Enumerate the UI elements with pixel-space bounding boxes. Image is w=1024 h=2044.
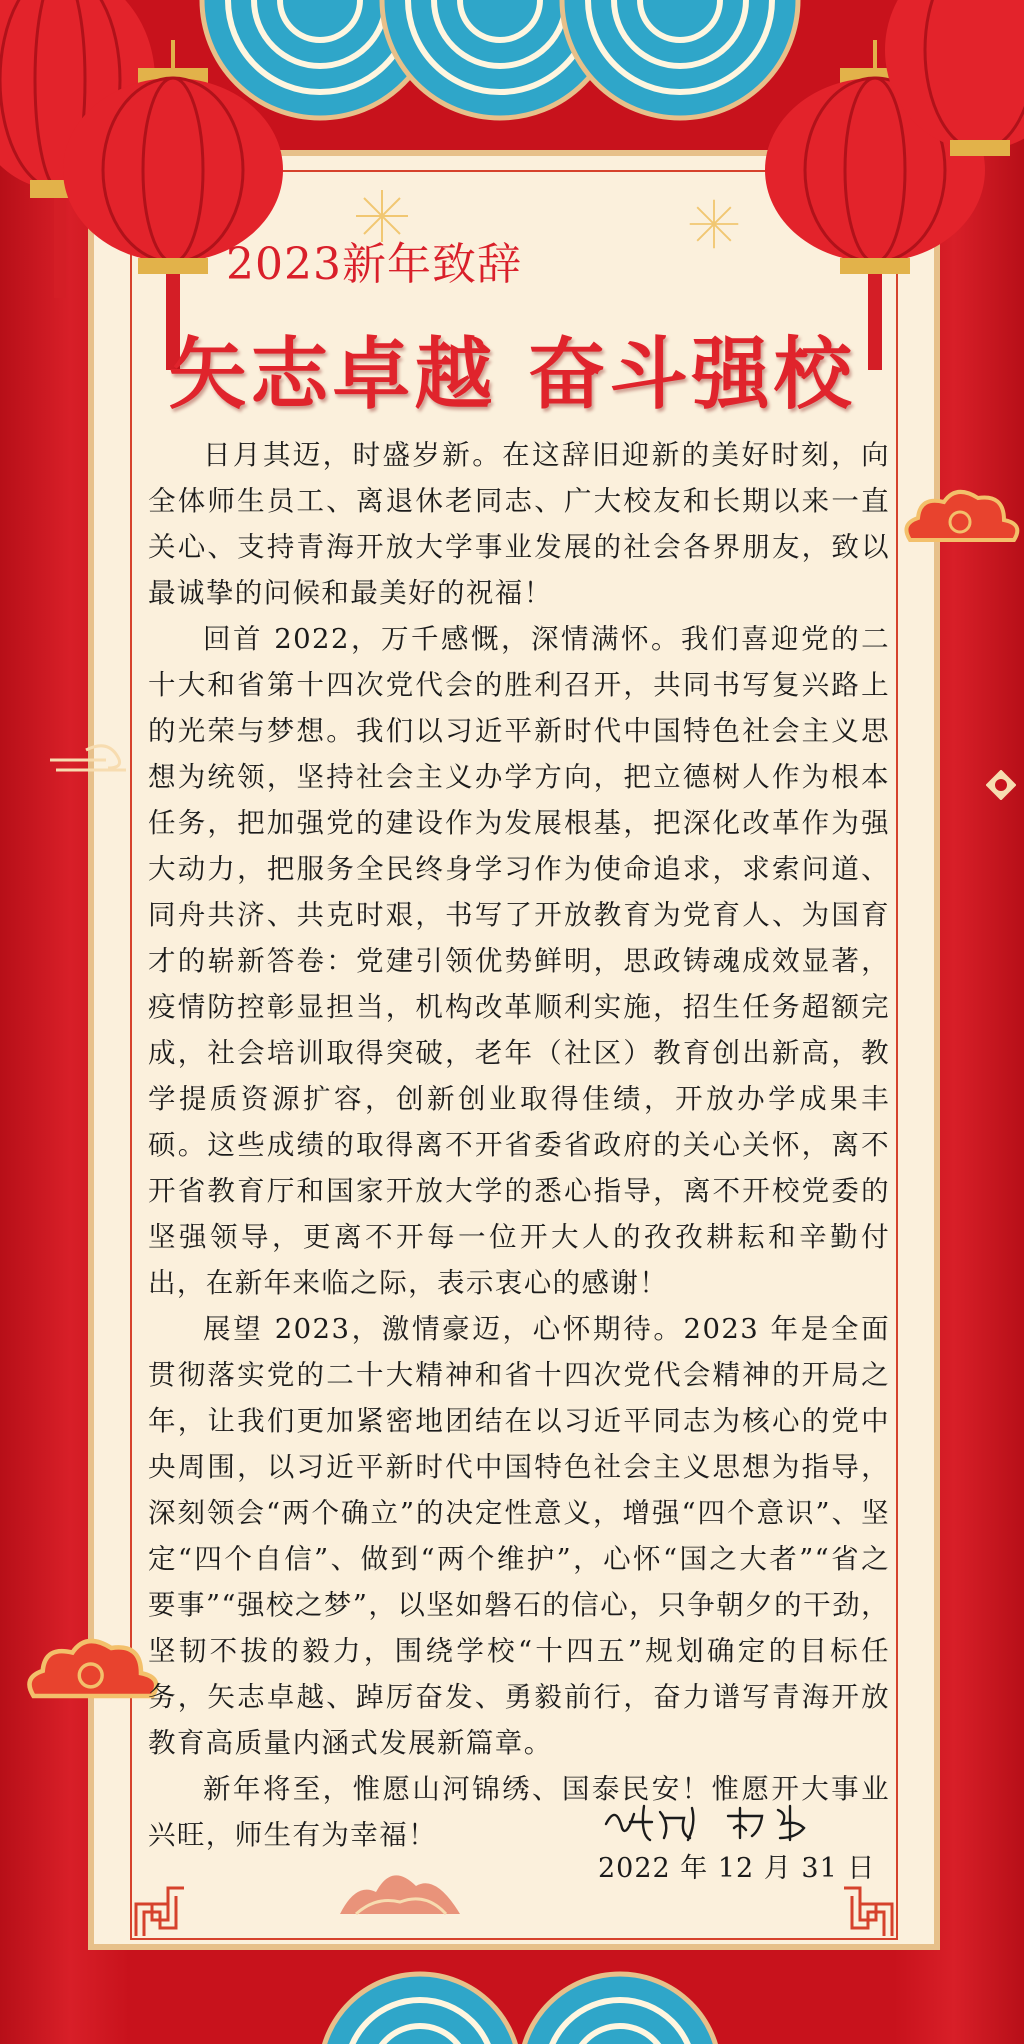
corner-knot-icon (132, 1884, 188, 1940)
handwritten-signature (600, 1794, 830, 1850)
lantern-icon (880, 0, 1024, 270)
cloud-swirl-icon (46, 740, 146, 780)
letter-paragraph: 回首 2022，万千感慨，深情满怀。我们喜迎党的二十大和省第十四次党代会的胜利召开，共同书写复兴路上的光荣与梦想。我们以习近平新时代中国特色社会主义思想为统领，坚持社会主义办学方向，把立德树人作为根本任务，把加强党的建设作为发展根基，把深化改革作为强大动力，把服务全民终身学习作为使命追求，求索问道、同舟共济、共克时艰，书写了开放教育为党育人、为国育才的崭新答卷：党建引领优势鲜明，思政铸魂成效显著，疫情防控彰显担当，机构改革顺利实施，招生任务超额完成，社会培训取得突破，老年（社区）教育创出新高，教学提质资源扩容，创新创业取得佳绩，开放办学成果丰硕。这些成绩的取得离不开省委省政府的关心关怀，离不开省教育厅和国家开放大学的悉心指导，离不开校党委的坚强领导，更离不开每一位开大人的孜孜耕耘和辛勤付出，在新年来临之际，表示衷心的感谢！ (148, 623, 890, 1299)
ring-ornament-icon (986, 770, 1016, 800)
letter-date: 2022 年 12 月 31 日 (598, 1853, 876, 1884)
letter-paragraph: 展望 2023，激情豪迈，心怀期待。2023 年是全面贯彻落实党的二十大精神和省十四次党代会精神的开局之年，让我们更加紧密地团结在以习近平同志为核心的党中央周围，以习近平新时代中国特色社会主义思想为指导，深刻领会“两个确立”的决定性意义，增强“四个意识”、坚定“四个自信”、做到“两个维护”，心怀“国之大者”“省之要事”“强校之梦”，以坚如磐石的信心，只争朝夕的干劲，坚韧不拔的毅力，围绕学校“十四五”规划确定的目标任务，矢志卓越、踔厉奋发、勇毅前行，奋力谱写青海开放教育高质量内涵式发展新篇章。 (148, 1313, 890, 1759)
letter-title: 矢志卓越 奋斗强校 (168, 329, 856, 420)
corner-knot-icon (840, 1884, 896, 1940)
mountain-cloud-icon (336, 1862, 464, 1918)
letter-paragraph: 新年将至，惟愿山河锦绣、国泰民安！惟愿开大事业兴旺，师生有为幸福！ (148, 1773, 890, 1851)
auspicious-cloud-icon (900, 484, 1024, 554)
letter-body (148, 432, 890, 1858)
wave-pattern-icon (0, 1964, 1024, 2044)
letter-paragraph: 日月其迈，时盛岁新。在这辞旧迎新的美好时刻，向全体师生员工、离退休老同志、广大校友和长期以来一直关心、支持青海开放大学事业发展的社会各界朋友，致以最诚挚的问候和最美好的祝福！ (148, 439, 890, 609)
firework-icon (686, 196, 742, 252)
letter-subtitle: 2023新年致辞 (226, 239, 522, 290)
auspicious-cloud-icon (18, 1632, 168, 1712)
